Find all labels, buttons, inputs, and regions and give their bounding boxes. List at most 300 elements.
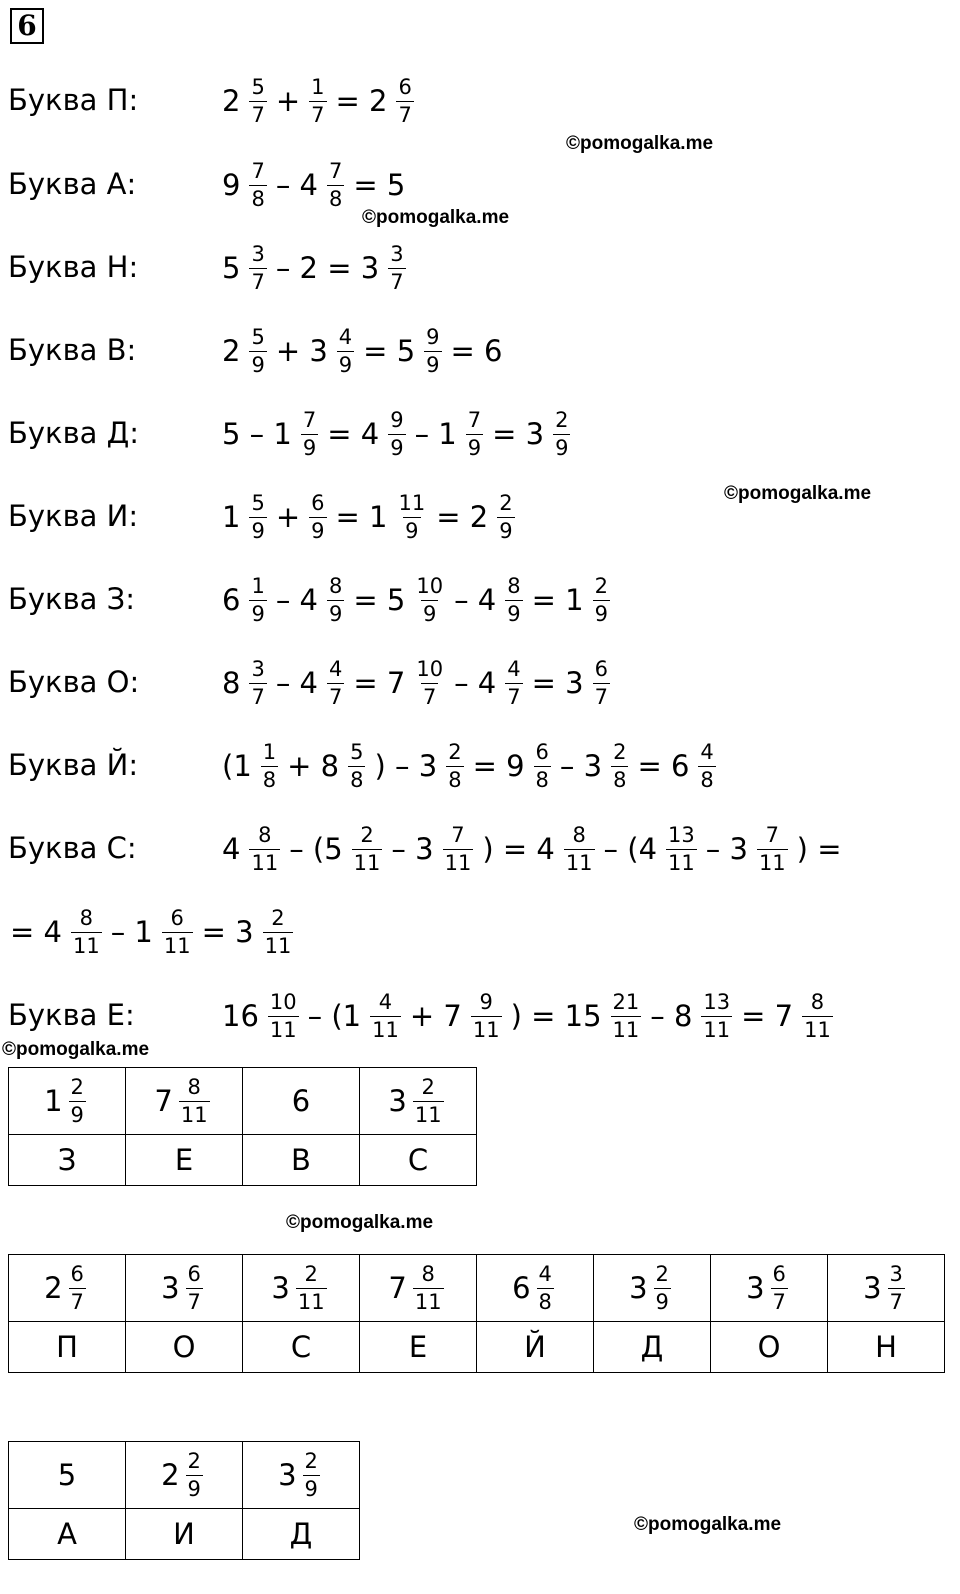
denominator: 9 bbox=[467, 435, 482, 460]
expr-text: + 3 bbox=[275, 334, 328, 368]
fraction bbox=[69, 1074, 86, 1127]
fraction bbox=[443, 822, 474, 875]
fraction bbox=[413, 1261, 444, 1314]
value-cell bbox=[126, 1255, 243, 1322]
expr-text: – 1 bbox=[110, 915, 153, 949]
numerator: 2 bbox=[304, 1448, 318, 1473]
expr-text: = 4 bbox=[327, 417, 380, 451]
numerator: 8 bbox=[507, 573, 521, 598]
denominator: 8 bbox=[350, 767, 364, 792]
expr-text: 8 bbox=[222, 666, 241, 700]
value-cell bbox=[828, 1255, 945, 1322]
denominator: 7 bbox=[507, 684, 521, 709]
row-label: Буква А: bbox=[8, 167, 137, 201]
value-cell bbox=[9, 1255, 126, 1322]
expr-text: ) = 15 bbox=[510, 999, 602, 1033]
watermark: ©pomogalka.me bbox=[634, 1514, 782, 1535]
numerator: 6 bbox=[170, 905, 184, 930]
value-cell bbox=[126, 1068, 243, 1135]
denominator: 11 bbox=[472, 1017, 500, 1042]
expr-text: 3 bbox=[629, 1271, 648, 1305]
denominator: 7 bbox=[329, 684, 343, 709]
expr-text: ) – 3 bbox=[374, 749, 438, 783]
cell-value bbox=[292, 1084, 310, 1118]
numerator: 5 bbox=[251, 490, 265, 515]
answer-table-3 bbox=[8, 1441, 360, 1560]
letter-cell: И bbox=[126, 1509, 243, 1560]
expr-text: – 4 bbox=[275, 666, 318, 700]
denominator: 9 bbox=[187, 1476, 201, 1501]
letter-cell: В bbox=[243, 1135, 360, 1186]
denominator: 9 bbox=[555, 435, 569, 460]
row-expression bbox=[220, 651, 614, 715]
denominator: 11 bbox=[414, 1102, 442, 1127]
watermark: ©pomogalka.me bbox=[724, 483, 872, 504]
expr-text: – 8 bbox=[650, 999, 693, 1033]
expr-text: 3 bbox=[746, 1271, 765, 1305]
value-cell bbox=[126, 1442, 243, 1509]
numerator: 8 bbox=[329, 573, 343, 598]
expr-text: 3 bbox=[271, 1271, 290, 1305]
numerator: 2 bbox=[655, 1261, 669, 1286]
letter-cell: Д bbox=[243, 1509, 360, 1560]
expr-text: 7 bbox=[388, 1271, 407, 1305]
row-expression bbox=[8, 900, 297, 964]
expr-text: – 3 bbox=[705, 832, 748, 866]
fraction bbox=[301, 407, 318, 460]
row-expression bbox=[220, 817, 844, 881]
denominator: 7 bbox=[398, 102, 412, 127]
expr-text: (1 bbox=[222, 749, 252, 783]
numerator: 3 bbox=[390, 241, 404, 266]
fraction bbox=[263, 905, 294, 958]
expr-text: 7 bbox=[154, 1084, 173, 1118]
expr-text: – 4 bbox=[454, 583, 497, 617]
fraction bbox=[249, 656, 266, 709]
fraction bbox=[327, 656, 344, 709]
denominator: 9 bbox=[251, 518, 265, 543]
denominator: 7 bbox=[251, 102, 265, 127]
denominator: 11 bbox=[163, 933, 191, 958]
value-cell bbox=[360, 1068, 477, 1135]
numerator: 7 bbox=[451, 822, 465, 847]
expr-text: 5 bbox=[222, 251, 241, 285]
letter-cell: П bbox=[9, 1322, 126, 1373]
answer-table-1 bbox=[8, 1067, 477, 1186]
letter-cell: Д bbox=[594, 1322, 711, 1373]
expr-text: = 5 bbox=[353, 168, 406, 202]
denominator: 9 bbox=[499, 518, 513, 543]
row-label: Буква Н: bbox=[8, 250, 139, 284]
letter-cell: Е bbox=[360, 1322, 477, 1373]
letter-cell: О bbox=[711, 1322, 828, 1373]
numerator: 21 bbox=[612, 989, 640, 1014]
denominator: 8 bbox=[448, 767, 462, 792]
letter-cell: С bbox=[243, 1322, 360, 1373]
fraction bbox=[370, 989, 401, 1042]
value-cell bbox=[243, 1255, 360, 1322]
denominator: 11 bbox=[251, 850, 279, 875]
row-label: Буква С: bbox=[8, 831, 137, 865]
denominator: 7 bbox=[251, 684, 265, 709]
numerator: 7 bbox=[467, 407, 482, 432]
fraction bbox=[757, 822, 788, 875]
fraction bbox=[249, 241, 266, 294]
numerator: 2 bbox=[499, 490, 513, 515]
denominator: 9 bbox=[423, 601, 437, 626]
expr-text: 1 bbox=[44, 1084, 63, 1118]
expr-text: + 8 bbox=[287, 749, 340, 783]
fraction bbox=[666, 822, 697, 875]
numerator: 8 bbox=[572, 822, 586, 847]
numerator: 6 bbox=[311, 490, 325, 515]
denominator: 8 bbox=[329, 186, 343, 211]
numerator: 4 bbox=[338, 324, 353, 349]
numerator: 4 bbox=[329, 656, 343, 681]
expr-text: = 2 bbox=[436, 500, 489, 534]
fraction bbox=[249, 822, 280, 875]
denominator: 9 bbox=[594, 601, 608, 626]
row-label: Буква И: bbox=[8, 499, 139, 533]
letter-cell: О bbox=[126, 1322, 243, 1373]
numerator: 8 bbox=[258, 822, 272, 847]
expr-text: – 1 bbox=[414, 417, 457, 451]
expr-text: – 4 bbox=[275, 583, 318, 617]
numerator: 2 bbox=[613, 739, 627, 764]
watermark: ©pomogalka.me bbox=[566, 133, 714, 154]
cell-value bbox=[44, 1261, 90, 1314]
denominator: 11 bbox=[444, 850, 472, 875]
numerator: 7 bbox=[251, 158, 265, 183]
expr-text: 3 bbox=[278, 1458, 297, 1492]
fraction bbox=[348, 739, 365, 792]
numerator: 7 bbox=[765, 822, 779, 847]
expr-text: 1 bbox=[222, 500, 241, 534]
row-expression bbox=[220, 984, 837, 1048]
expr-text: 5 bbox=[57, 1458, 77, 1492]
denominator: 9 bbox=[426, 352, 440, 377]
fraction bbox=[553, 407, 570, 460]
numerator: 2 bbox=[360, 822, 374, 847]
expr-text: + bbox=[275, 84, 301, 118]
denominator: 9 bbox=[251, 352, 265, 377]
fraction bbox=[179, 1074, 210, 1127]
fraction bbox=[424, 324, 441, 377]
row-label: Буква О: bbox=[8, 665, 140, 699]
expr-text: = 4 bbox=[10, 915, 62, 949]
letter-cell: А bbox=[9, 1509, 126, 1560]
fraction bbox=[771, 1261, 788, 1314]
denominator: 11 bbox=[758, 850, 786, 875]
denominator: 8 bbox=[700, 767, 714, 792]
cell-value bbox=[161, 1448, 207, 1501]
value-cell bbox=[9, 1442, 126, 1509]
numerator: 1 bbox=[251, 573, 265, 598]
denominator: 7 bbox=[594, 684, 608, 709]
denominator: 9 bbox=[655, 1289, 669, 1314]
letter-cell: Й bbox=[477, 1322, 594, 1373]
cell-value bbox=[746, 1261, 792, 1314]
fraction bbox=[268, 989, 299, 1042]
numerator: 3 bbox=[251, 656, 265, 681]
numerator: 2 bbox=[555, 407, 569, 432]
numerator: 6 bbox=[594, 656, 608, 681]
cell-value bbox=[512, 1261, 558, 1314]
row-expression bbox=[220, 69, 418, 133]
watermark: ©pomogalka.me bbox=[2, 1039, 150, 1060]
numerator: 2 bbox=[187, 1448, 201, 1473]
numerator: 2 bbox=[271, 905, 285, 930]
denominator: 7 bbox=[251, 269, 265, 294]
numerator: 8 bbox=[187, 1074, 201, 1099]
denominator: 11 bbox=[703, 1017, 731, 1042]
denominator: 11 bbox=[297, 1289, 325, 1314]
fraction bbox=[327, 573, 344, 626]
row-expression bbox=[220, 319, 504, 383]
numerator: 7 bbox=[302, 407, 317, 432]
denominator: 7 bbox=[889, 1289, 903, 1314]
row-label: Буква В: bbox=[8, 333, 137, 367]
fraction bbox=[564, 822, 595, 875]
expr-text: + bbox=[275, 500, 301, 534]
cell-value bbox=[58, 1458, 76, 1492]
numerator: 9 bbox=[479, 989, 493, 1014]
denominator: 7 bbox=[772, 1289, 786, 1314]
numerator: 4 bbox=[538, 1261, 552, 1286]
denominator: 11 bbox=[668, 850, 695, 875]
expr-text: = 9 bbox=[472, 749, 525, 783]
expr-text: = 6 bbox=[450, 334, 503, 368]
value-cell bbox=[594, 1255, 711, 1322]
fraction bbox=[186, 1261, 203, 1314]
numerator: 6 bbox=[535, 739, 549, 764]
expr-text: – 3 bbox=[391, 832, 434, 866]
numerator: 3 bbox=[889, 1261, 903, 1286]
expr-text: 4 bbox=[222, 832, 241, 866]
denominator: 11 bbox=[353, 850, 381, 875]
denominator: 9 bbox=[304, 1476, 318, 1501]
expr-text: – 4 bbox=[454, 666, 497, 700]
fraction bbox=[537, 1261, 554, 1314]
fraction bbox=[413, 1074, 444, 1127]
denominator: 9 bbox=[70, 1102, 84, 1127]
fraction bbox=[352, 822, 383, 875]
fraction bbox=[186, 1448, 203, 1501]
expr-text: + 7 bbox=[409, 999, 462, 1033]
numerator: 4 bbox=[700, 739, 714, 764]
denominator: 9 bbox=[507, 601, 521, 626]
expr-text: – (4 bbox=[603, 832, 658, 866]
expr-text: = 3 bbox=[201, 915, 254, 949]
numerator: 8 bbox=[421, 1261, 435, 1286]
expr-text: – 4 bbox=[275, 168, 318, 202]
letter-cell: З bbox=[9, 1135, 126, 1186]
numerator: 10 bbox=[269, 989, 297, 1014]
denominator: 7 bbox=[70, 1289, 84, 1314]
fraction bbox=[337, 324, 354, 377]
fraction bbox=[701, 989, 732, 1042]
fraction bbox=[414, 573, 445, 626]
expr-text: 2 bbox=[222, 84, 241, 118]
numerator: 2 bbox=[448, 739, 462, 764]
numerator: 11 bbox=[398, 490, 426, 515]
denominator: 9 bbox=[329, 601, 343, 626]
denominator: 9 bbox=[311, 518, 325, 543]
expr-text: 6 bbox=[291, 1084, 311, 1118]
expr-text: = 5 bbox=[353, 583, 406, 617]
fraction bbox=[69, 1261, 86, 1314]
watermark: ©pomogalka.me bbox=[286, 1212, 434, 1233]
denominator: 11 bbox=[565, 850, 593, 875]
expr-text: 5 – 1 bbox=[222, 417, 292, 451]
denominator: 9 bbox=[302, 435, 317, 460]
letter-cell: Е bbox=[126, 1135, 243, 1186]
numerator: 6 bbox=[70, 1261, 84, 1286]
expr-text: – 2 = 3 bbox=[275, 251, 380, 285]
fraction bbox=[802, 989, 833, 1042]
expr-text: 2 bbox=[222, 334, 241, 368]
letter-cell: Н bbox=[828, 1322, 945, 1373]
denominator: 9 bbox=[390, 435, 404, 460]
denominator: 8 bbox=[251, 186, 265, 211]
denominator: 7 bbox=[311, 102, 325, 127]
numerator: 8 bbox=[810, 989, 825, 1014]
watermark: ©pomogalka.me bbox=[362, 207, 510, 228]
denominator: 7 bbox=[390, 269, 404, 294]
row-expression bbox=[220, 485, 519, 549]
fraction bbox=[309, 490, 326, 543]
denominator: 11 bbox=[72, 933, 100, 958]
fraction bbox=[593, 656, 610, 709]
numerator: 5 bbox=[251, 74, 265, 99]
numerator: 5 bbox=[350, 739, 364, 764]
fraction bbox=[249, 158, 266, 211]
expr-text: ) = bbox=[796, 832, 842, 866]
fraction bbox=[446, 739, 463, 792]
expr-text: 6 bbox=[222, 583, 241, 617]
value-cell bbox=[243, 1442, 360, 1509]
numerator: 2 bbox=[421, 1074, 435, 1099]
cell-value bbox=[154, 1074, 213, 1127]
value-cell bbox=[9, 1068, 126, 1135]
denominator: 11 bbox=[804, 1017, 831, 1042]
cell-value bbox=[388, 1261, 447, 1314]
numerator: 5 bbox=[251, 324, 265, 349]
denominator: 11 bbox=[612, 1017, 640, 1042]
fraction bbox=[396, 74, 413, 127]
denominator: 8 bbox=[262, 767, 277, 792]
letter-cell: С bbox=[360, 1135, 477, 1186]
denominator: 11 bbox=[269, 1017, 297, 1042]
numerator: 4 bbox=[507, 656, 521, 681]
expr-text: = 1 bbox=[531, 583, 584, 617]
expr-text: – 3 bbox=[559, 749, 603, 783]
numerator: 4 bbox=[378, 989, 393, 1014]
numerator: 13 bbox=[668, 822, 695, 847]
value-cell bbox=[243, 1068, 360, 1135]
expr-text: = 2 bbox=[335, 84, 388, 118]
fraction bbox=[261, 739, 278, 792]
row-expression bbox=[220, 236, 410, 300]
expr-text: = 7 bbox=[353, 666, 406, 700]
expr-text: = 5 bbox=[363, 334, 416, 368]
denominator: 9 bbox=[405, 518, 419, 543]
fraction bbox=[505, 573, 522, 626]
fraction bbox=[388, 241, 405, 294]
expr-text: = 7 bbox=[741, 999, 794, 1033]
fraction bbox=[611, 739, 628, 792]
numerator: 2 bbox=[594, 573, 608, 598]
numerator: 13 bbox=[703, 989, 731, 1014]
fraction bbox=[888, 1261, 905, 1314]
expr-text: 3 bbox=[161, 1271, 180, 1305]
expr-text: = 3 bbox=[492, 417, 545, 451]
expr-text: = 3 bbox=[531, 666, 584, 700]
expr-text: 3 bbox=[388, 1084, 407, 1118]
fraction bbox=[471, 989, 502, 1042]
cell-value bbox=[161, 1261, 207, 1314]
fraction bbox=[249, 74, 266, 127]
denominator: 11 bbox=[414, 1289, 442, 1314]
fraction bbox=[654, 1261, 671, 1314]
fraction bbox=[414, 656, 445, 709]
row-expression bbox=[220, 734, 720, 798]
fraction bbox=[396, 490, 427, 543]
value-cell bbox=[360, 1255, 477, 1322]
fraction bbox=[249, 324, 266, 377]
row-label: Буква Е: bbox=[8, 998, 135, 1032]
value-cell bbox=[477, 1255, 594, 1322]
fraction bbox=[327, 158, 344, 211]
expr-text: – (1 bbox=[307, 999, 362, 1033]
denominator: 8 bbox=[538, 1289, 552, 1314]
fraction bbox=[505, 656, 522, 709]
fraction bbox=[303, 1448, 320, 1501]
denominator: 9 bbox=[251, 601, 265, 626]
task-number: 6 bbox=[10, 8, 44, 44]
denominator: 8 bbox=[535, 767, 549, 792]
fraction bbox=[534, 739, 551, 792]
fraction bbox=[249, 573, 266, 626]
expr-text: = 6 bbox=[637, 749, 690, 783]
expr-text: = 1 bbox=[335, 500, 388, 534]
denominator: 9 bbox=[338, 352, 353, 377]
numerator: 9 bbox=[390, 407, 404, 432]
numerator: 10 bbox=[416, 656, 444, 681]
expr-text: 3 bbox=[863, 1271, 882, 1305]
fraction bbox=[296, 1261, 327, 1314]
numerator: 6 bbox=[772, 1261, 786, 1286]
row-label: Буква П: bbox=[8, 83, 139, 117]
fraction bbox=[466, 407, 483, 460]
denominator: 11 bbox=[264, 933, 292, 958]
fraction bbox=[593, 573, 610, 626]
fraction bbox=[388, 407, 405, 460]
fraction bbox=[162, 905, 193, 958]
expr-text: – (5 bbox=[289, 832, 343, 866]
numerator: 2 bbox=[70, 1074, 84, 1099]
expr-text: 9 bbox=[222, 168, 241, 202]
numerator: 6 bbox=[398, 74, 412, 99]
numerator: 6 bbox=[187, 1261, 201, 1286]
row-label: Буква З: bbox=[8, 582, 136, 616]
cell-value bbox=[278, 1448, 324, 1501]
denominator: 8 bbox=[613, 767, 627, 792]
fraction bbox=[309, 74, 326, 127]
numerator: 2 bbox=[304, 1261, 318, 1286]
fraction bbox=[71, 905, 102, 958]
value-cell bbox=[711, 1255, 828, 1322]
